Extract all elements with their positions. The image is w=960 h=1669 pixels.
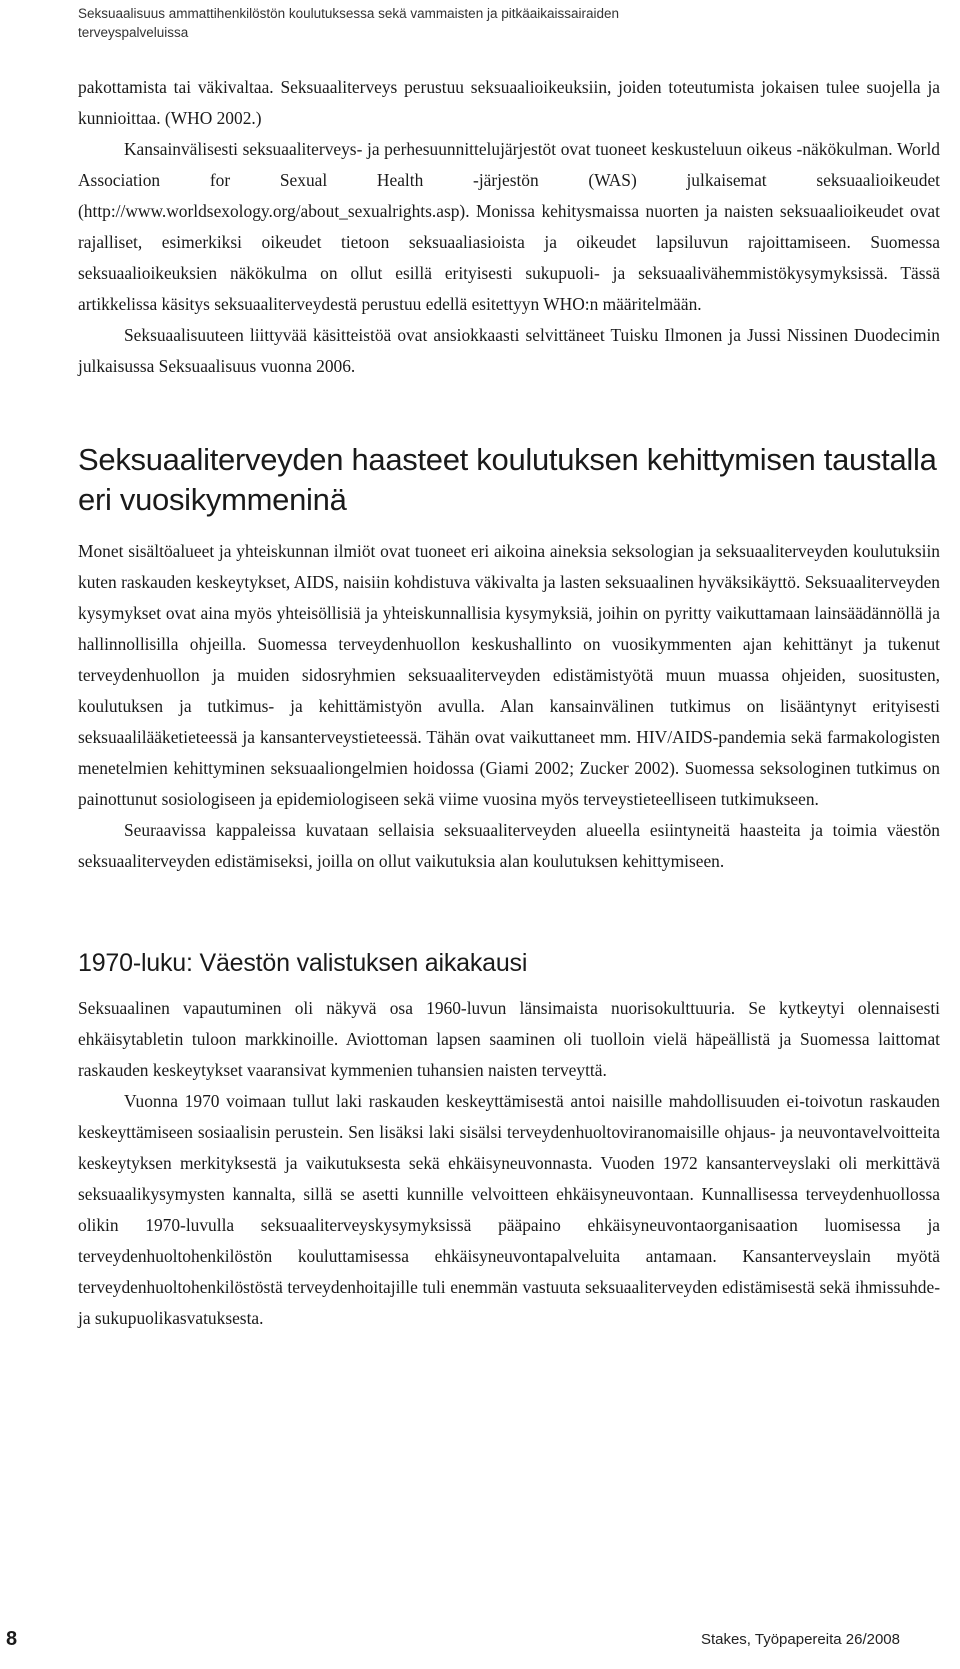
intro-paragraph-2: Kansainvälisesti seksuaaliterveys- ja perhesuunnittelujärjestöt ovat tuoneet keskusteluun oikeus -näkökulman. World Association for Sexual Health -järjestön (WAS) julkaisemat seksuaalioikeudet (http://www.worldsexology.org/about_sexualrights.asp). Monissa kehitysmaissa nuorten ja naisten seksuaalioikeudet ovat rajalliset, esimerkiksi oikeudet tietoon seksuaaliasioista ja oikeudet lapsiluvun rajoittamiseen. Suomessa seksuaalioikeuksien näkökulma on ollut esillä erityisesti sukupuoli- ja seksuaalivähemmistökysymyksissä. Tässä artikkelissa käsitys seksuaaliterveydestä perustuu edellä esitettyyn WHO:n määritelmään.: [78, 139, 940, 314]
publication-info: Stakes, Työpapereita 26/2008: [700, 1631, 900, 1648]
intro-paragraph-1: pakottamista tai väkivaltaa. Seksuaaliterveys perustuu seksuaalioikeuksiin, joiden toteutumista jokaisen tulee suojella ja kunnioittaa. (WHO 2002.): [78, 77, 940, 128]
section-paragraph-1: Monet sisältöalueet ja yhteiskunnan ilmiöt ovat tuoneet eri aikoina aineksia seksologian ja seksuaaliterveyden koulutuksiin kuten raskauden keskeytykset, AIDS, naisiin kohdistuva väkivalta ja lasten seksuaalinen hyväksikäyttö. Seksuaaliterveyden kysymykset ovat aina myös yhteisöllisiä ja yhteiskunnallisia kysymyksiä, joihin on pyritty vaikuttamaan lainsäädännöllä ja hallinnollisilla ohjeilla. Suomessa terveydenhuollon keskushallinto on vuosikymmenten ajan kehittänyt ja tukenut terveydenhuollon ja muiden sidosryhmien seksuaaliterveyden edistämistyötä muun muassa ohjeiden, suositusten, koulutuksen ja tutkimus- ja kehittämistyön avulla. Alan kansainvälinen tutkimus on lisääntynyt erityisesti seksuaalilääketieteessä ja kansanterveystieteessä. Tähän ovat vaikuttaneet mm. HIV/AIDS-pandemia sekä farmakologisten menetelmien kehittyminen seksuaaliongelmien hoidossa (Giami 2002; Zucker 2002). Suomessa seksologinen tutkimus on painottunut sosiologiseen ja epidemiologiseen sekä viime vuosina myös terveystieteelliseen tutkimukseen.: [78, 541, 940, 809]
subsection-paragraph-2: Vuonna 1970 voimaan tullut laki raskauden keskeyttämisestä antoi naisille mahdollisuuden ei-toivotun raskauden keskeyttämiseen sosiaalisin perustein. Sen lisäksi laki sisälsi terveydenhuoltoviranomaisille ohjaus- ja neuvontavelvoitteita keskeytyksen merkityksestä ja vaikutuksesta sekä ehkäisyneuvonnasta. Vuoden 1972 kansanterveyslaki oli merkittävä seksuaalikysymysten kannalta, sillä se asetti kunnille velvoitteen ehkäisyneuvontaan. Kunnallisessa terveydenhuollossa olikin 1970-luvulla seksuaaliterveyskysymyksissä pääpaino ehkäisyneuvontaorganisaation luomisessa ja terveydenhuoltohenkilöstön kouluttamisessa ehkäisyneuvontapalveluita antamaan. Kansanterveyslain myötä terveydenhuoltohenkilöstöstä terveydenhoitajille tuli enemmän vastuuta seksuaaliterveyden edistämisestä sekä ihmissuhde- ja sukupuolikasvatuksesta.: [78, 1091, 940, 1328]
section-heading: Seksuaaliterveyden haasteet koulutuksen kehittymisen taustalla eri vuosikymmeninä: [78, 442, 937, 517]
page-number: 8: [6, 1628, 18, 1650]
subsection-heading: 1970-luku: Väestön valistuksen aikakausi: [78, 949, 528, 977]
section-paragraph-2: Seuraavissa kappaleissa kuvataan sellaisia seksuaaliterveyden alueella esiintyneitä haasteita ja toimia väestön seksuaaliterveyden edistämiseksi, joilla on ollut vaikutuksia alan koulutuksen kehittymiseen.: [78, 820, 940, 871]
page-content: [78, 72, 940, 1334]
subsection-paragraph-1: Seksuaalinen vapautuminen oli näkyvä osa 1960-luvun länsimaista nuorisokulttuuria. Se kytkeytyi olennaisesti ehkäisytabletin tuloon markkinoille. Aviottoman lapsen saaminen oli tuolloin vielä häpeällistä ja Suomessa laittomat raskauden keskeytykset vaaransivat kymmenien tuhansien naisten terveyttä.: [78, 998, 940, 1080]
intro-paragraph-3: Seksuaalisuuteen liittyvää käsitteistöä ovat ansiokkaasti selvittäneet Tuisku Ilmonen ja Jussi Nissinen Duodecimin julkaisussa Seksuaalisuus vuonna 2006.: [78, 325, 940, 376]
running-header: Seksuaalisuus ammattihenkilöstön koulutuksessa sekä vammaisten ja pitkäaikaissairaiden terveyspalveluissa: [78, 6, 620, 40]
